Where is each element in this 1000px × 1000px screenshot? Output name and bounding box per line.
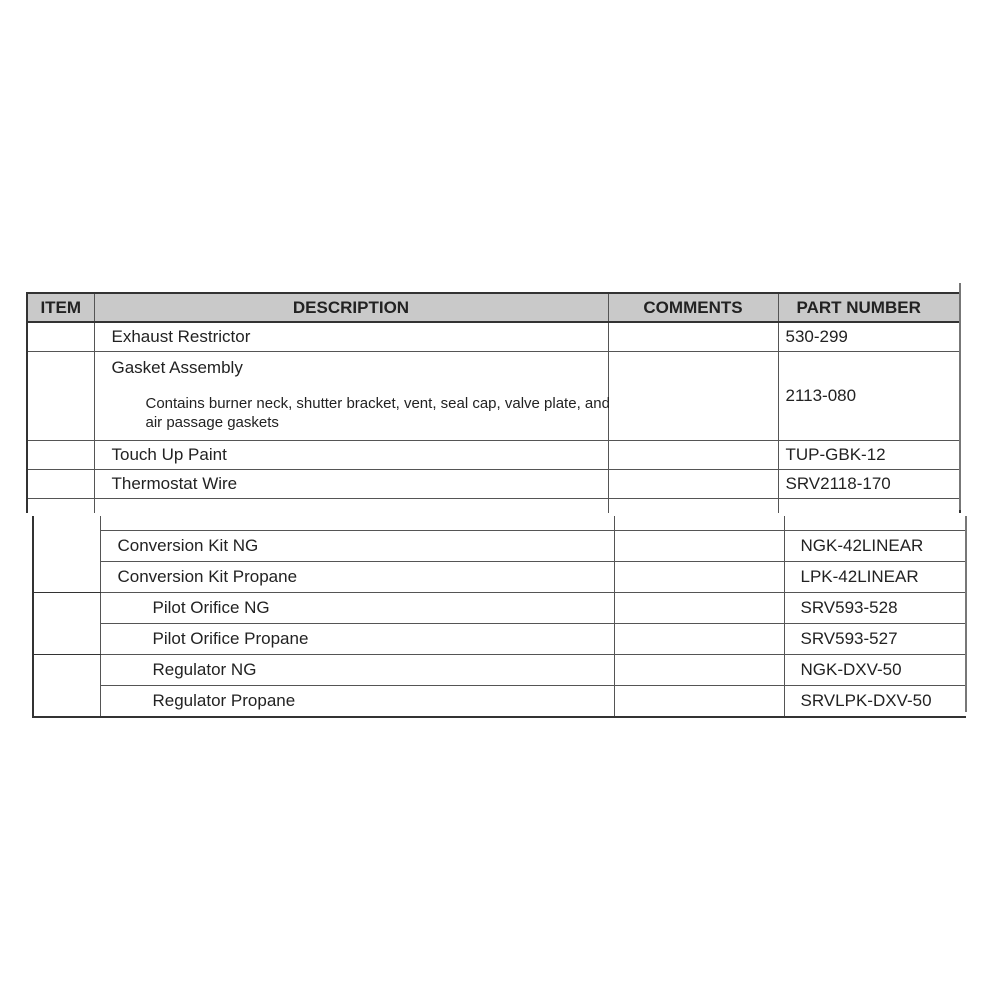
comments-cell — [614, 531, 784, 562]
item-cell — [27, 441, 94, 470]
comments-cell — [608, 352, 778, 441]
item-cell — [27, 470, 94, 499]
table-spacer-row — [27, 499, 960, 514]
item-cell — [33, 593, 100, 655]
parts-table-top — [26, 292, 961, 513]
part-number-cell: TUP-GBK-12 — [778, 441, 960, 470]
part-number-cell — [778, 499, 960, 514]
part-number-cell: LPK-42LINEAR — [784, 562, 966, 593]
comments-cell — [608, 470, 778, 499]
table-row — [27, 470, 960, 499]
description-cell: Pilot Orifice Propane — [100, 624, 614, 655]
table-row — [33, 655, 966, 686]
item-cell — [27, 499, 94, 514]
comments-cell — [608, 322, 778, 352]
description-cell — [100, 516, 614, 531]
comments-cell — [614, 516, 784, 531]
part-number-cell: SRV593-527 — [784, 624, 966, 655]
table-spacer-row — [33, 516, 966, 531]
table-header-row — [27, 293, 960, 322]
table-right-edge — [965, 516, 967, 712]
table-row — [33, 531, 966, 562]
description-cell — [94, 499, 608, 514]
comments-cell — [608, 441, 778, 470]
part-number-cell — [784, 516, 966, 531]
comments-cell — [614, 655, 784, 686]
table-row — [33, 624, 966, 655]
part-number-cell: 530-299 — [778, 322, 960, 352]
item-cell — [27, 322, 94, 352]
header-comments: COMMENTS — [608, 293, 778, 322]
description-cell: Touch Up Paint — [94, 441, 608, 470]
part-number-cell: 2113-080 — [778, 352, 960, 441]
description-cell: Regulator Propane — [100, 686, 614, 718]
description-cell: Exhaust Restrictor — [94, 322, 608, 352]
description-cell: Conversion Kit Propane — [100, 562, 614, 593]
table-row — [33, 686, 966, 718]
description-cell: Thermostat Wire — [94, 470, 608, 499]
part-number-cell: NGK-DXV-50 — [784, 655, 966, 686]
part-number-cell: NGK-42LINEAR — [784, 531, 966, 562]
parts-table-bottom — [32, 516, 966, 718]
part-number-cell: SRVLPK-DXV-50 — [784, 686, 966, 718]
comments-cell — [614, 686, 784, 718]
description-title: Gasket Assembly — [111, 358, 243, 377]
table-row — [27, 322, 960, 352]
header-description: DESCRIPTION — [94, 293, 608, 322]
header-part-number: PART NUMBER — [778, 293, 960, 322]
table-row — [33, 562, 966, 593]
header-item: ITEM — [27, 293, 94, 322]
table-right-edge — [959, 283, 961, 510]
description-note: Contains burner neck, shutter bracket, vent, seal cap, valve plate, and air passage gaskets — [145, 395, 610, 431]
description-cell: Conversion Kit NG — [100, 531, 614, 562]
part-number-cell: SRV593-528 — [784, 593, 966, 624]
table-row — [33, 593, 966, 624]
item-cell — [33, 655, 100, 718]
table-row — [27, 441, 960, 470]
description-cell — [94, 352, 608, 441]
item-cell — [27, 352, 94, 441]
comments-cell — [614, 624, 784, 655]
item-cell — [33, 516, 100, 531]
comments-cell — [614, 593, 784, 624]
description-cell: Regulator NG — [100, 655, 614, 686]
table-row — [27, 352, 960, 441]
item-cell — [33, 531, 100, 593]
description-cell: Pilot Orifice NG — [100, 593, 614, 624]
comments-cell — [614, 562, 784, 593]
part-number-cell: SRV2118-170 — [778, 470, 960, 499]
comments-cell — [608, 499, 778, 514]
